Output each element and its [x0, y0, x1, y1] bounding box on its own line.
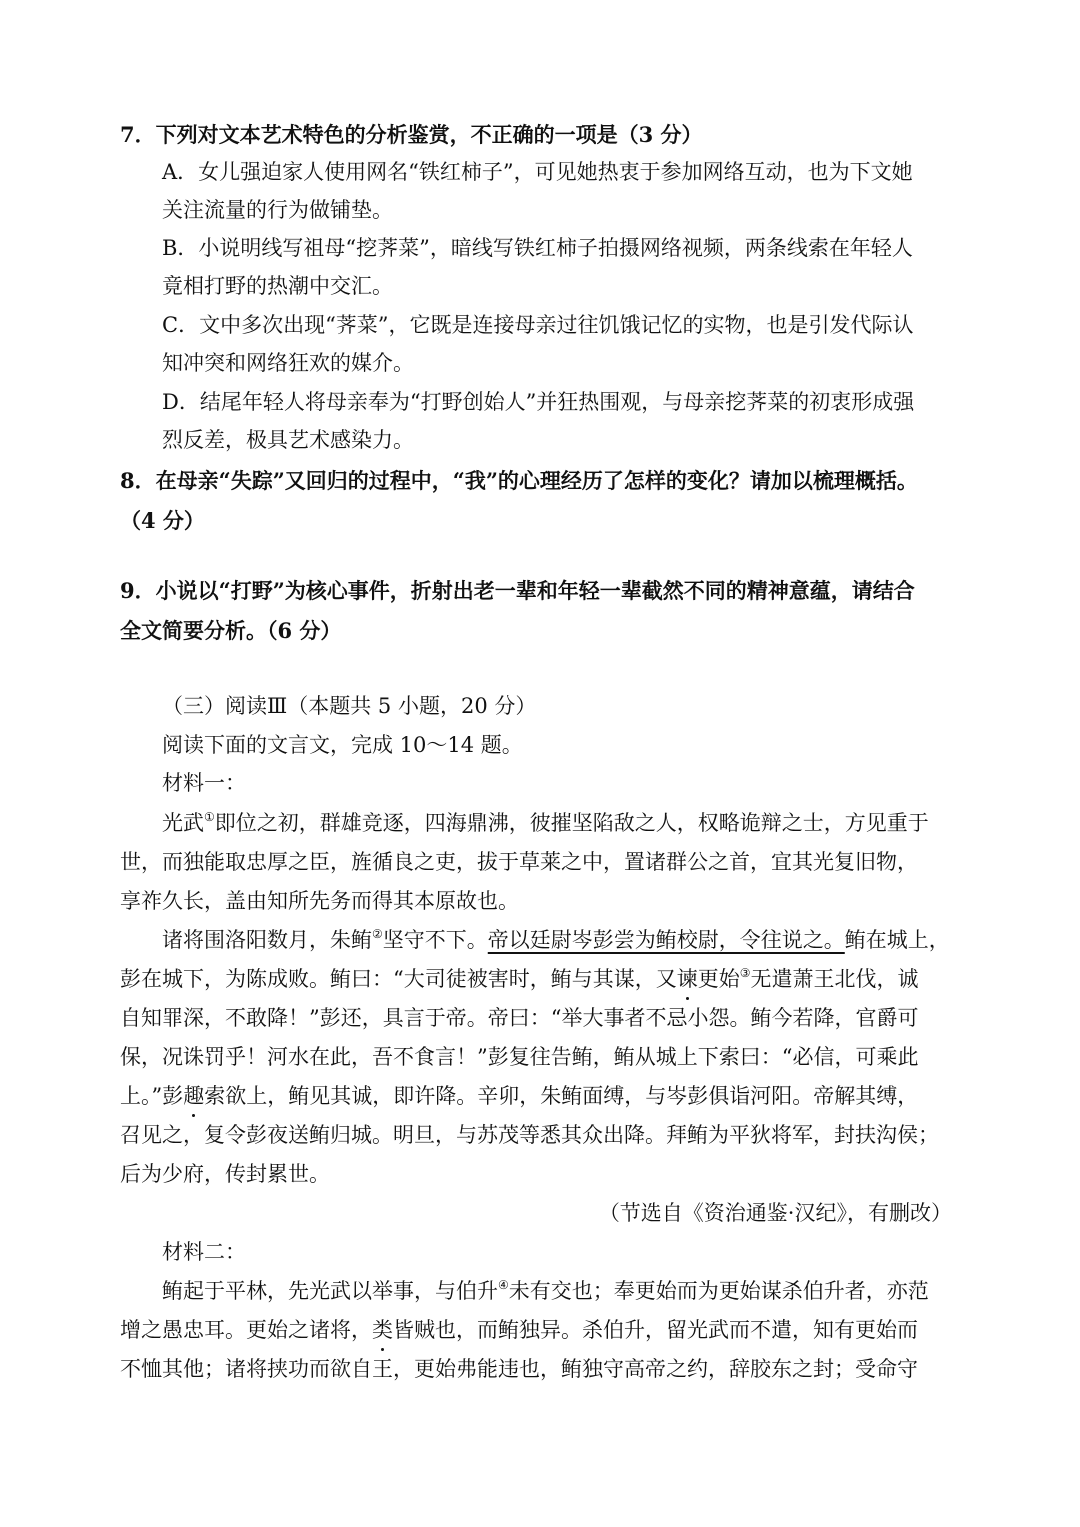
m2-l1a: 鲔起于平林，先光武以举事，与伯升 — [162, 1279, 498, 1303]
m1-p2-l5b: 索欲上，鲔见其诚，即许降。辛卯，朱鲔面缚，与岑彭俱诣河阳。帝解其缚， — [204, 1084, 919, 1108]
material1-source: （节选自《资治通鉴·汉纪》，有删改） — [598, 1201, 952, 1225]
m2-l2a: 增之愚忠耳。更始之诸将， — [120, 1318, 372, 1342]
q7-option-c-line1: C．文中多次出现“荠菜”，它既是连接母亲过往饥饿记忆的实物，也是引发代际认 — [162, 313, 914, 337]
m2-l1b: 未有交也；奉更始而为更始谋杀伯升者，亦范 — [508, 1279, 929, 1303]
m1-p2-line2 — [120, 966, 919, 991]
m1-p2-line4: 保，况诛罚乎！河水在此，吾不食言！”彭复往告鲔，鲔从城上下索曰：“必信，可乘此 — [120, 1045, 919, 1069]
footnote-marker-4: ④ — [498, 1278, 509, 1292]
q7-option-b-line1: B．小说明线写祖母“挖荠菜”，暗线写铁红柿子拍摄网络视频，两条线索在年轻人 — [162, 236, 913, 260]
footnote-marker-3: ③ — [739, 966, 751, 980]
m1-p1-l1a: 光武 — [162, 811, 204, 835]
q7-option-c-line2: 知冲突和网络狂欢的媒介。 — [162, 351, 414, 375]
footnote-marker-1: ① — [204, 810, 215, 824]
m1-p2-l2b: 更始 — [697, 967, 740, 991]
m1-p2-l2c: 无遣萧王北伐，诚 — [750, 967, 919, 991]
q7-option-d-line1: D．结尾年轻人将母亲奉为“打野创始人”并狂热围观，与母亲挖荠菜的初衷形成强 — [162, 390, 915, 414]
m1-p1-l1b: 即位之初，群雄竞逐，四海鼎沸，彼摧坚陷敌之人，权略诡辩之士，方见重于 — [214, 811, 929, 835]
m2-line1 — [162, 1278, 929, 1303]
footnote-marker-2: ② — [372, 927, 383, 941]
m1-p2-line3: 自知罪深，不敢降！”彭还，具言于帝。帝曰：“举大事者不忌小怨。鲔今若降，官爵可 — [120, 1006, 919, 1030]
q9-line2: 全文简要分析。（6 分） — [120, 618, 342, 643]
m1-p2-line1 — [162, 927, 950, 952]
m1-p1-line3: 享祚久长，盖由知所先务而得其本原故也。 — [120, 889, 519, 913]
material2-label: 材料二： — [162, 1240, 246, 1264]
m1-p2-line6: 召见之，复令彭夜送鲔归城。明旦，与苏茂等悉其众出降。拜鲔为平狄将军，封扶沟侯； — [120, 1123, 939, 1147]
emphasis-dot-char: 趣 — [183, 1084, 205, 1108]
q7-option-a-line2: 关注流量的行为做铺垫。 — [162, 198, 393, 222]
section3-instruction: 阅读下面的文言文，完成 10～14 题。 — [162, 733, 523, 757]
m1-p2-l1c: 鲔在城上， — [844, 928, 950, 952]
m1-p2-l5a: 上。”彭 — [120, 1084, 184, 1108]
m2-line2 — [120, 1320, 918, 1341]
m1-p2-l2a: 彭在城下，为陈成败。鲔曰：“大司徒被害时，鲔与其谋，又 — [120, 967, 677, 991]
underlined-sentence: 帝以廷尉岑彭尝为鲔校尉，令往说之。 — [487, 928, 845, 952]
material1-label: 材料一： — [162, 771, 246, 795]
m1-p2-l1a: 诸将围洛阳数月，朱鲔 — [162, 928, 372, 952]
m1-p1-line2: 世，而独能取忠厚之臣，旌循良之吏，拔于草莱之中，置诸群公之首，宜其光复旧物， — [120, 850, 918, 874]
m2-line3: 不恤其他；诸将挟功而欲自王，更始弗能违也，鲔独守高帝之约，辞胶东之封；受命守 — [120, 1357, 918, 1381]
section3-heading: （三）阅读Ⅲ（本题共 5 小题，20 分） — [162, 694, 537, 718]
q7-option-d-line2: 烈反差，极具艺术感染力。 — [162, 428, 414, 452]
q9-line1: 9．小说以“打野”为核心事件，折射出老一辈和年轻一辈截然不同的精神意蕴，请结合 — [120, 578, 915, 603]
q7-option-a-line1: A．女儿强迫家人使用网名“铁红柿子”，可见她热衷于参加网络互动，也为下文她 — [162, 160, 913, 184]
q8-line1: 8．在母亲“失踪”又回归的过程中，“我”的心理经历了怎样的变化？请加以梳理概括。 — [120, 468, 918, 493]
emphasis-dot-char: 类 — [372, 1318, 393, 1342]
m1-p2-line7: 后为少府，传封累世。 — [120, 1162, 330, 1186]
m1-p1-line1 — [162, 810, 929, 835]
m2-l2b: 皆贼也，而鲔独异。杀伯升，留光武而不遣，知有更始而 — [393, 1318, 918, 1342]
q7-stem: 7．下列对文本艺术特色的分析鉴赏，不正确的一项是（3 分） — [120, 122, 703, 147]
q7-option-b-line2: 竟相打野的热潮中交汇。 — [162, 274, 393, 298]
m1-p2-line5 — [120, 1086, 918, 1107]
emphasis-dot-char: 谏 — [676, 967, 698, 991]
m1-p2-l1b: 坚守不下。 — [382, 928, 488, 952]
q8-line2: （4 分） — [120, 508, 205, 533]
